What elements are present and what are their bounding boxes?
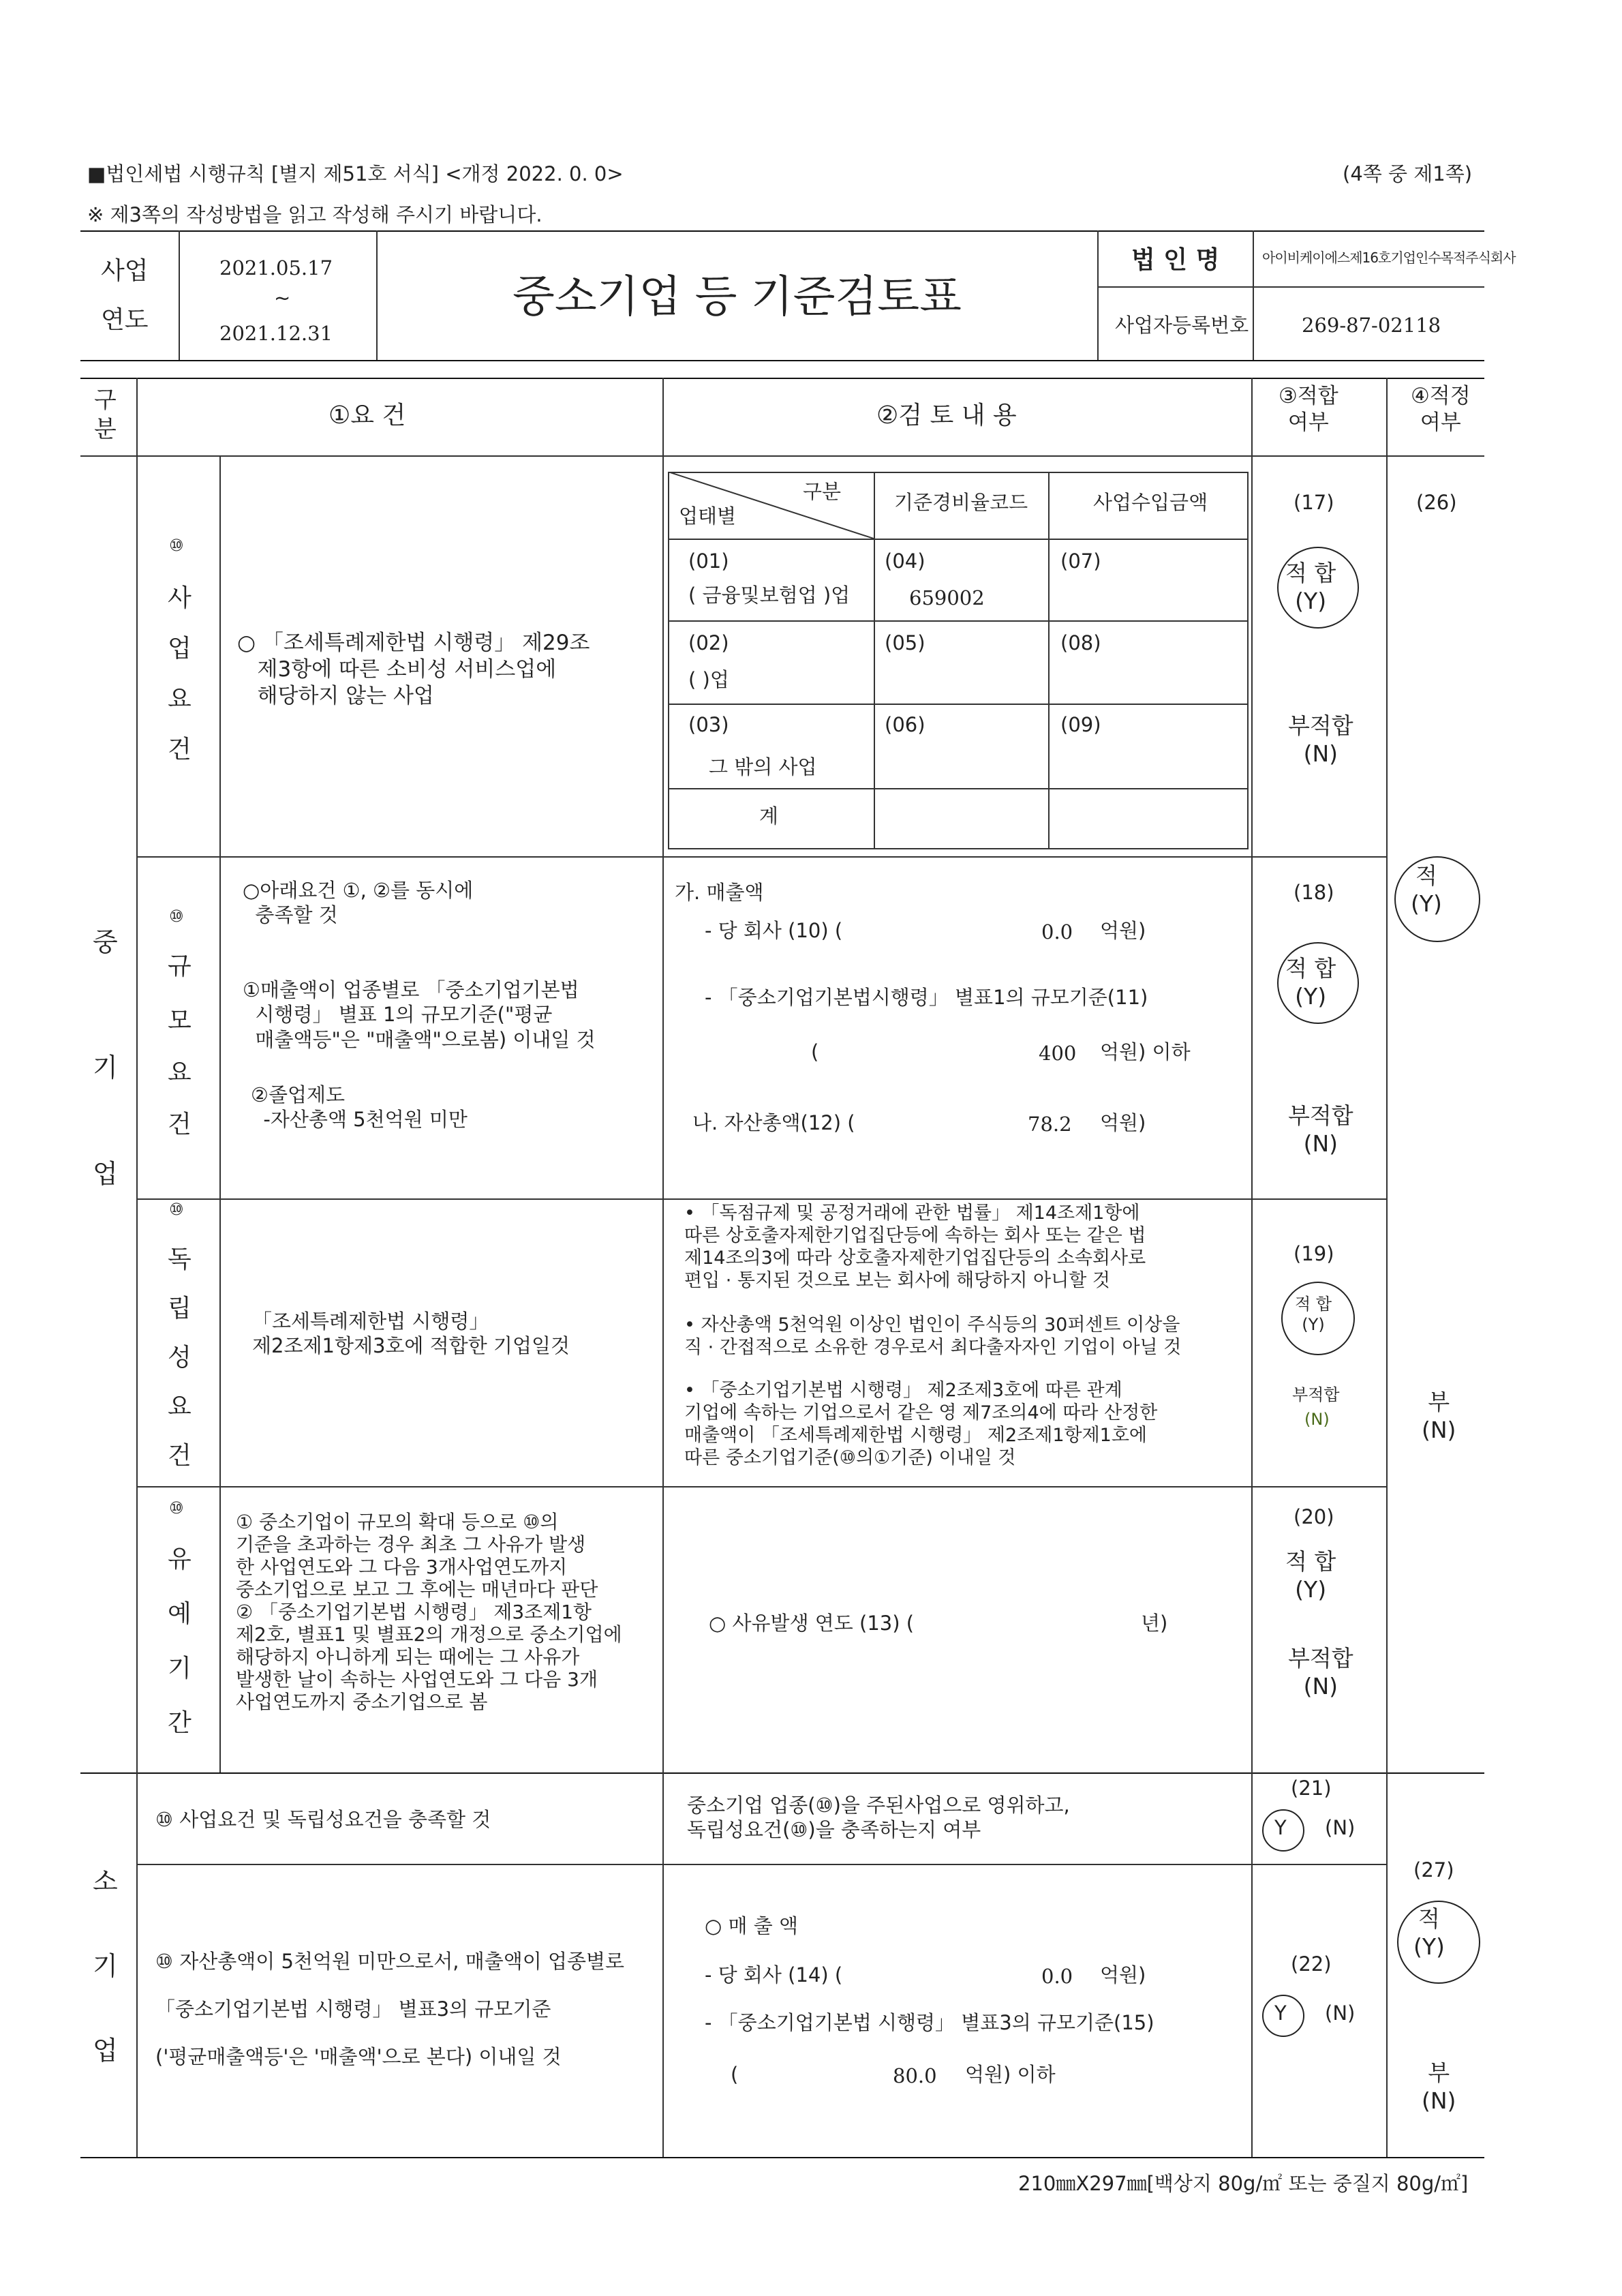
row106-requirement-1: ⑩ 자산총액이 5천억원 미만으로서, 매출액이 업종별로 (155, 1950, 625, 1973)
row102-fit-yes: 적 합 (Y) (1285, 955, 1336, 1010)
bizno-label: 사업자등록번호 (1115, 314, 1249, 337)
row104-review-end: 년) (1141, 1612, 1168, 1635)
row101-label-3: 요 (168, 685, 192, 713)
row105-fit-number: (21) (1291, 1777, 1332, 1800)
side-label-sme-1: 중 (93, 927, 118, 957)
inner-table-r1-a: (01) (688, 549, 729, 573)
row103-review-3: • 「중소기업기본법 시행령」 제2조제3호에 따른 관계 기업에 속하는 기업으로서 같은 영 제7조의4에 따라 산정한 매출액이 「조세특례제한법 시행령」 제2조제1항제1호에 따른 중소기업기준(⑩의①기준) 이내일 것 (684, 1380, 1158, 1468)
row104-label-1: 유 (168, 1545, 192, 1573)
year-label-2: 연도 (101, 306, 149, 334)
row103-number: ⑩ (169, 1200, 184, 1219)
row106-review-2: - 당 회사 (14) ( (705, 1963, 843, 1987)
inner-table-corner-top: 구분 (803, 480, 842, 503)
side-label-sme-3: 업 (93, 1159, 118, 1189)
inner-table-r2-c: (05) (885, 631, 925, 654)
row102-proper-yes: 적 (Y) (1411, 862, 1442, 918)
row101-requirement: ○ 「조세특례제한법 시행령」 제29조 제3항에 따른 소비성 서비스업에 해당하지 않는 사업 (237, 631, 590, 708)
period-start: 2021.05.17 (219, 256, 333, 280)
row104-fit-yes: 적 합 (Y) (1285, 1548, 1336, 1603)
row104-fit-number: (20) (1294, 1505, 1334, 1528)
row106-proper-number: (27) (1413, 1858, 1454, 1882)
row101-label-2: 업 (168, 635, 192, 663)
row102-number: ⑩ (169, 907, 184, 926)
row102-review-4-open: ( (811, 1040, 819, 1063)
inner-table-r2-d: (08) (1060, 631, 1101, 654)
row104-label-2: 예 (168, 1600, 192, 1628)
row106-proper-yes: 적 (Y) (1413, 1905, 1445, 1961)
period-end: 2021.12.31 (219, 322, 333, 345)
row102-review-2: - 당 회사 (10) ( (705, 919, 843, 942)
row105-fit-no: (N) (1325, 1816, 1356, 1839)
inner-table-col2-header: 사업수입금액 (1093, 491, 1208, 514)
period-tilde: ~ (274, 286, 291, 309)
row102-requirement-2: ①매출액이 업종별로 「중소기업기본법 시행령」 별표 1의 규모기준("평균 매출액등"은 "매출액"으로봄) 이내일 것 (243, 978, 596, 1051)
row101-label-1: 사 (168, 584, 192, 612)
row103-fit-no-mark: (N) (1304, 1410, 1330, 1429)
row106-requirement-3: ('평균매출액등'은 '매출액'으로 본다) 이내일 것 (155, 2045, 562, 2068)
row106-proper-no: 부 (N) (1422, 2059, 1456, 2115)
row101-fit-no: 부적합 (N) (1288, 712, 1353, 768)
row106-size-standard: 80.0 (893, 2064, 937, 2087)
row105-review: 중소기업 업종(⑩)을 주된사업으로 영위하고, 독립성요건(⑩)을 충족하는지 여부 (687, 1794, 1070, 1842)
side-label-small-2: 기 (93, 1951, 118, 1981)
row101-fit-yes: 적 합 (Y) (1285, 560, 1336, 615)
inner-table-r2-b: ( )업 (688, 668, 729, 691)
row106-requirement-2: 「중소기업기본법 시행령」 별표3의 규모기준 (155, 1997, 551, 2021)
document-title: 중소기업 등 기준검토표 (512, 272, 962, 322)
row102-label-1: 규 (168, 952, 192, 980)
inner-table-r3-d: (09) (1060, 713, 1101, 736)
row103-label-3: 성 (168, 1344, 192, 1372)
inner-table-r3-a: (03) (688, 713, 729, 736)
row103-label-5: 건 (168, 1442, 192, 1470)
year-label-1: 사업 (101, 257, 149, 285)
side-label-sme-2: 기 (93, 1053, 118, 1083)
row102-requirement-3: ②졸업제도 -자산총액 5천억원 미만 (251, 1083, 468, 1132)
col-header-requirement: ①요 건 (328, 402, 406, 429)
corp-name: 아이비케이에스제16호기업인수목적주식회사 (1262, 250, 1516, 266)
page-indicator: (4쪽 중 제1쪽) (1343, 162, 1473, 185)
row104-requirement: ① 중소기업이 규모의 확대 등으로 ⑩의 기준을 초과하는 경우 최초 그 사유가 발생 한 사업연도와 그 다음 3개사업연도까지 중소기업으로 보고 그 후에는 매년마다 판단 ② 「중소기업기본법 시행령」 제3조제1항 제2호, 별표1 및 별표2의 개정으로 중소기업에 해당하지 아니하게 되는 때에는 그 사유가 발생한 날이 속하는 사업연도와 그 다음 3개 사업연도까지 중소기업으로 봄 (236, 1511, 622, 1714)
row103-fit-number: (19) (1294, 1242, 1334, 1265)
inner-table-r1-d: (07) (1060, 549, 1101, 573)
col-header-gubun: 구 분 (94, 387, 117, 443)
row105-requirement: ⑩ 사업요건 및 독립성요건을 충족할 것 (155, 1808, 491, 1831)
inner-table-r1-b: ( 금융및보험업 )업 (688, 584, 851, 607)
row102-review-4-unit: 억원) 이하 (1100, 1040, 1191, 1063)
row106-fit-no: (N) (1325, 2002, 1356, 2025)
row101-label-4: 건 (168, 736, 192, 764)
row102-requirement-1: ○아래요건 ①, ②를 동시에 충족할 것 (243, 879, 474, 927)
row105-fit-yes: Y (1274, 1816, 1287, 1839)
row102-review-5: 나. 자산총액(12) ( (692, 1111, 855, 1134)
row102-current-sales: 0.0 (1041, 920, 1073, 943)
row106-review-4-unit: 억원) 이하 (965, 2063, 1056, 2086)
row103-label-1: 독 (168, 1245, 192, 1273)
row106-review-1: ○ 매 출 액 (705, 1914, 799, 1937)
inner-table-col1-header: 기준경비율코드 (894, 491, 1028, 514)
side-label-small-1: 소 (93, 1867, 118, 1897)
paper-spec-footer: 210㎜X297㎜[백상지 80g/㎡ 또는 중질지 80g/㎡] (1018, 2172, 1469, 2195)
instructions-note: ※ 제3쪽의 작성방법을 읽고 작성해 주시기 바랍니다. (87, 203, 542, 226)
row101-number: ⑩ (169, 536, 184, 555)
form-reference: ■법인세법 시행규칙 [별지 제51호 서식] <개정 2022. 0. 0> (87, 162, 624, 185)
row106-current-sales: 0.0 (1041, 1965, 1073, 1988)
row103-requirement: 「조세특례제한법 시행령」 제2조제1항제3호에 적합한 기업일것 (252, 1310, 570, 1358)
inner-table-total: 계 (759, 804, 779, 828)
row103-fit-yes: 적 합 (Y) (1295, 1295, 1332, 1334)
row106-fit-number: (22) (1291, 1952, 1332, 1976)
row103-proper-no: 부 (N) (1422, 1389, 1456, 1444)
row106-review-4-open: ( (731, 2063, 739, 2086)
side-label-small-3: 업 (93, 2036, 118, 2066)
row103-fit-no: 부적합 (1292, 1385, 1340, 1404)
inner-table-r3-b: 그 밖의 사업 (709, 755, 817, 779)
inner-table-r2-a: (02) (688, 631, 729, 654)
row102-review-5-unit: 억원) (1100, 1111, 1146, 1134)
row102-label-4: 건 (168, 1111, 192, 1138)
row102-label-3: 요 (168, 1059, 192, 1087)
row103-review-1: • 「독점규제 및 공정거래에 관한 법률」 제14조제1항에 따른 상호출자제한기업집단등에 속하는 회사 또는 같은 법 제14조의3에 따라 상호출자제한기업집단등의 소속회사로 편입 · 통지된 것으로 보는 회사에 해당하지 아니할 것 (684, 1203, 1146, 1291)
row102-fit-number: (18) (1294, 881, 1334, 904)
row104-review: ○ 사유발생 연도 (13) ( (709, 1612, 915, 1635)
col-header-fit: ③적합 여부 (1279, 384, 1338, 435)
inner-table-r1-c: (04) (885, 549, 925, 573)
row101-proper-number: (26) (1416, 491, 1457, 514)
row102-size-standard: 400 (1039, 1042, 1077, 1065)
row103-review-2: • 자산총액 5천억원 이상인 법인이 주식등의 30퍼센트 이상을 직 · 간접적으로 소유한 경우로서 최다출자자인 기업이 아닐 것 (684, 1314, 1182, 1358)
row102-fit-no: 부적합 (N) (1288, 1102, 1353, 1158)
row106-fit-yes: Y (1274, 2002, 1287, 2025)
row102-label-2: 모 (168, 1007, 192, 1035)
inner-table-r3-c: (06) (885, 713, 925, 736)
row102-review-2-unit: 억원) (1100, 919, 1146, 942)
row102-review-1: 가. 매출액 (675, 881, 764, 904)
row102-total-assets: 78.2 (1028, 1113, 1072, 1136)
row104-label-3: 기 (168, 1655, 192, 1682)
row104-label-4: 간 (168, 1709, 192, 1737)
row101-fit-number: (17) (1294, 491, 1334, 514)
inner-table-r1-code: 659002 (909, 586, 985, 609)
corp-name-label: 법 인 명 (1131, 246, 1220, 274)
row106-review-2-unit: 억원) (1100, 1963, 1146, 1987)
row104-fit-no: 부적합 (N) (1288, 1645, 1353, 1700)
row103-label-4: 요 (168, 1393, 192, 1421)
row104-number: ⑩ (169, 1498, 184, 1517)
row106-review-3: - 「중소기업기본법 시행령」 별표3의 규모기준(15) (705, 2011, 1154, 2034)
col-header-proper: ④적정 여부 (1411, 384, 1471, 435)
col-header-review: ②검 토 내 용 (876, 402, 1017, 429)
inner-table-corner-bottom: 업태별 (679, 504, 737, 528)
row102-review-3: - 「중소기업기본법시행령」 별표1의 규모기준(11) (705, 986, 1148, 1009)
bizno: 269-87-02118 (1302, 314, 1441, 337)
row103-label-2: 립 (168, 1295, 192, 1323)
